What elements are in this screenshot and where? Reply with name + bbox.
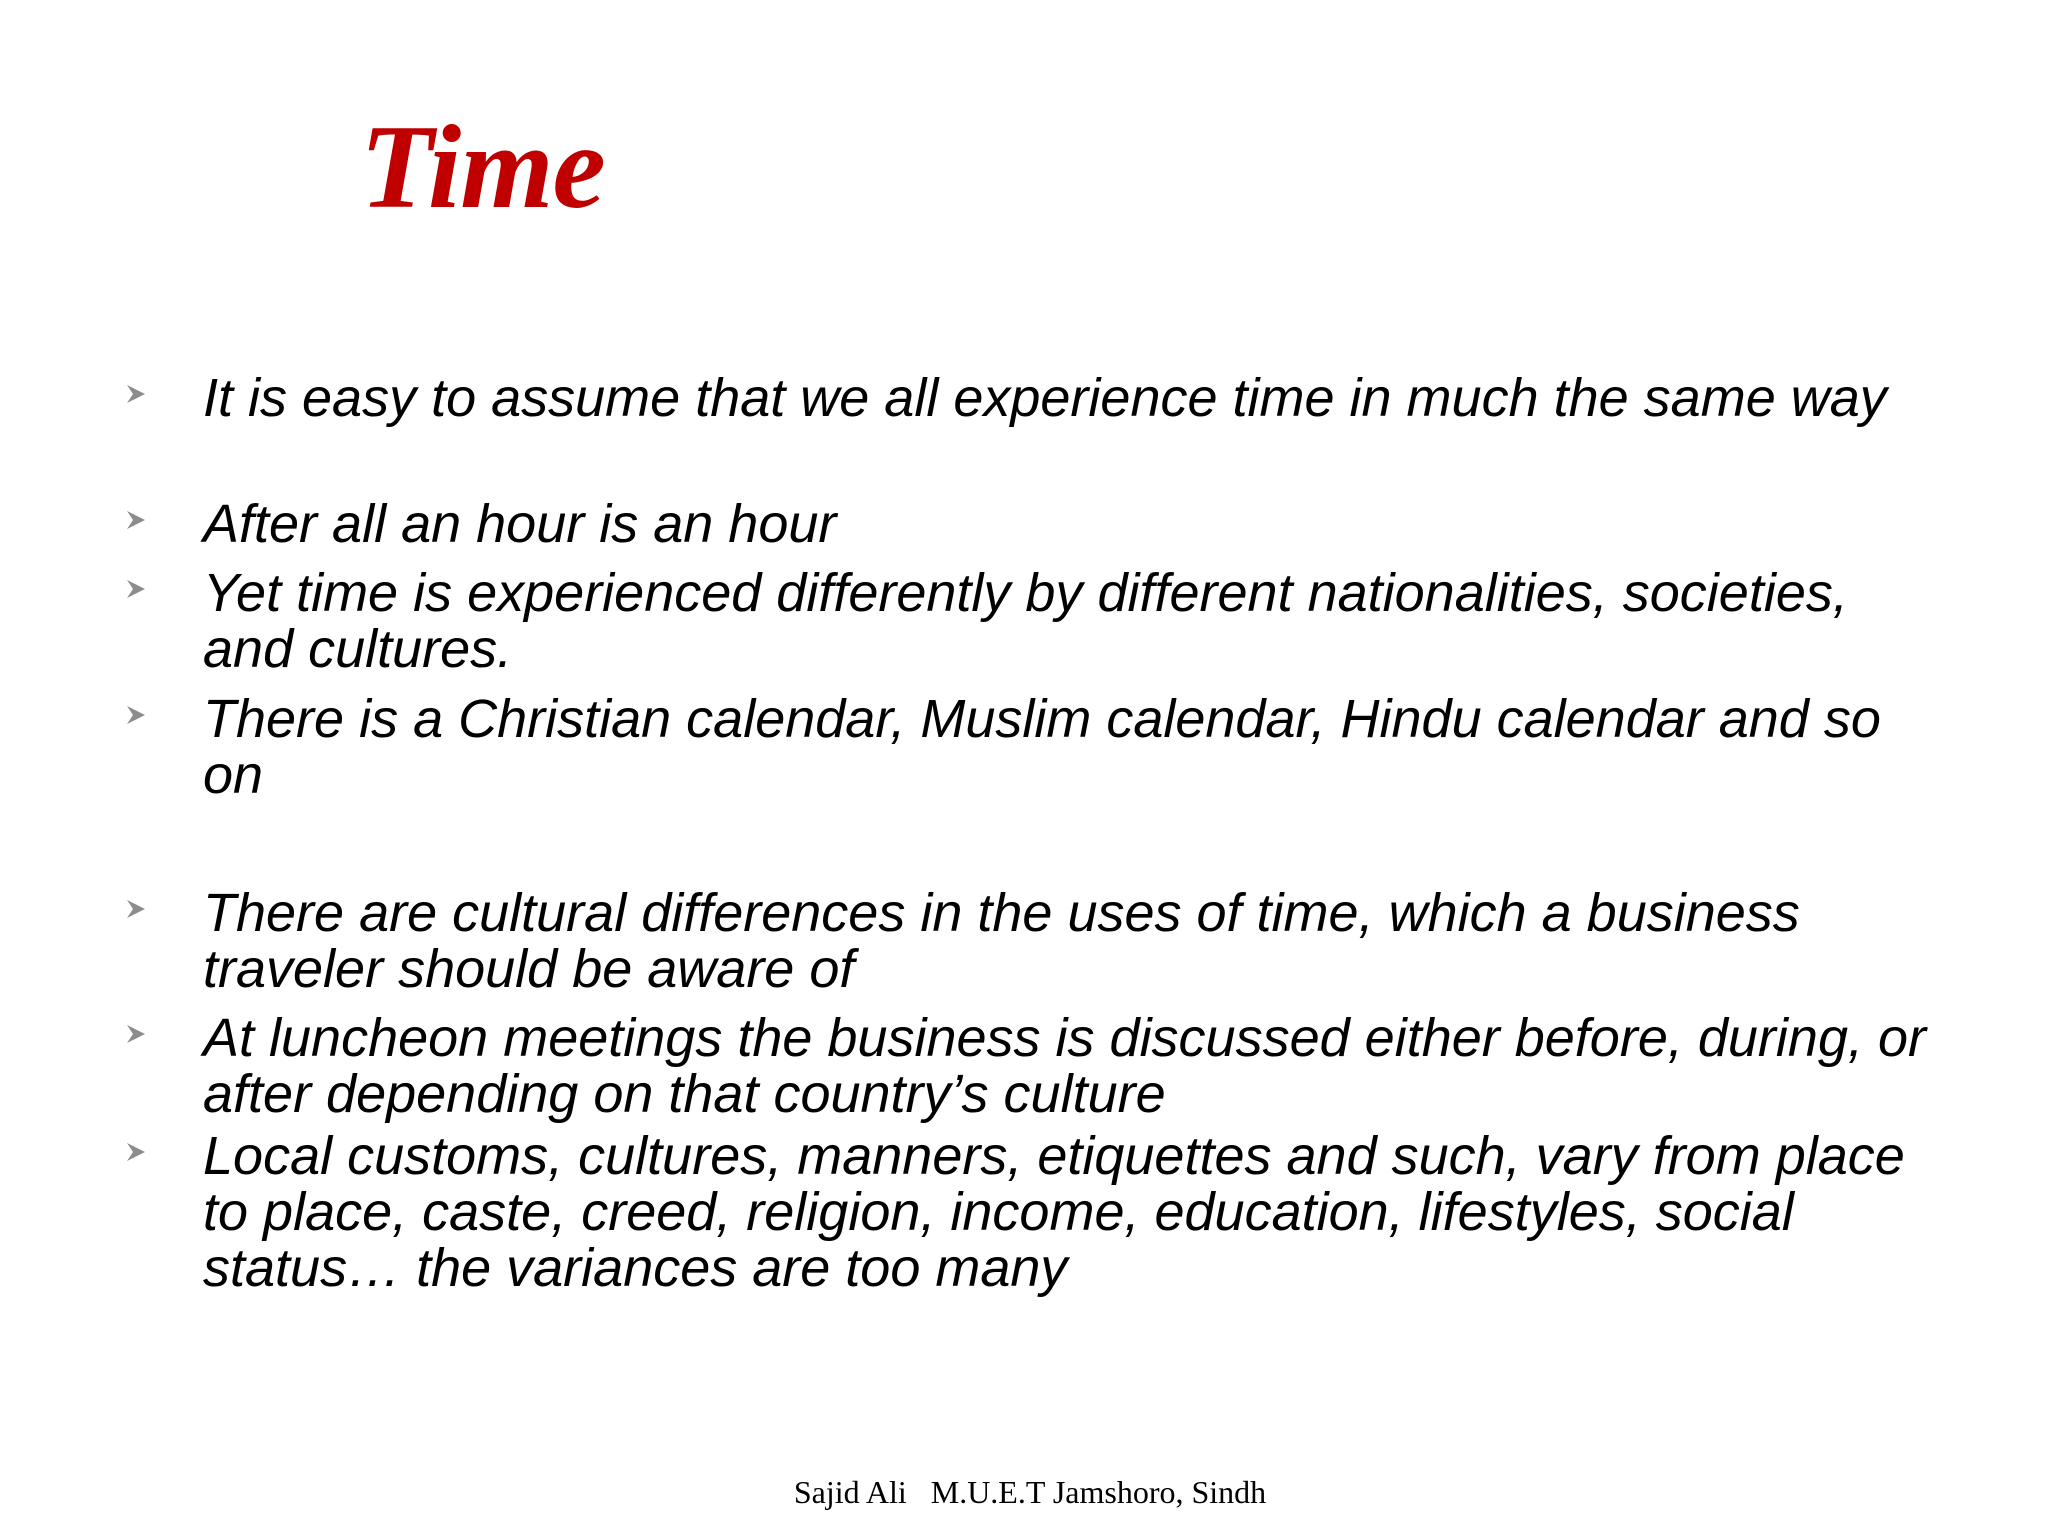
- bullet-text: It is easy to assume that we all experience time in much the same way: [203, 368, 1887, 428]
- footer-institution: M.U.E.T Jamshoro, Sindh: [930, 1474, 1267, 1510]
- slide-footer: [0, 1472, 2048, 1512]
- arrowhead-bullet-icon: [124, 577, 152, 605]
- arrowhead-bullet-icon: [124, 897, 152, 925]
- arrowhead-bullet-icon: [124, 703, 152, 731]
- bullet-text: After all an hour is an hour: [203, 494, 837, 554]
- arrowhead-bullet-icon: [124, 1140, 152, 1168]
- footer-author: Sajid Ali: [793, 1474, 907, 1510]
- bullet-text: Yet time is experienced differently by different nationalities, societies, and cultures.: [203, 563, 1848, 679]
- bullet-text: At luncheon meetings the business is discussed either before, during, or after depending on that country’s culture: [203, 1008, 1926, 1124]
- arrowhead-bullet-icon: [124, 1022, 152, 1050]
- bullet-text: There is a Christian calendar, Muslim calendar, Hindu calendar and so on: [203, 689, 1881, 805]
- arrowhead-bullet-icon: [124, 382, 152, 410]
- arrowhead-bullet-icon: [124, 508, 152, 536]
- slide-title: Time: [360, 100, 605, 233]
- bullet-text: Local customs, cultures, manners, etiquettes and such, vary from place to place, caste, creed, religion, income, education, lifestyles, social status… the variances are too many: [203, 1126, 1905, 1298]
- bullet-text: There are cultural differences in the uses of time, which a business traveler should be aware of: [203, 883, 1800, 999]
